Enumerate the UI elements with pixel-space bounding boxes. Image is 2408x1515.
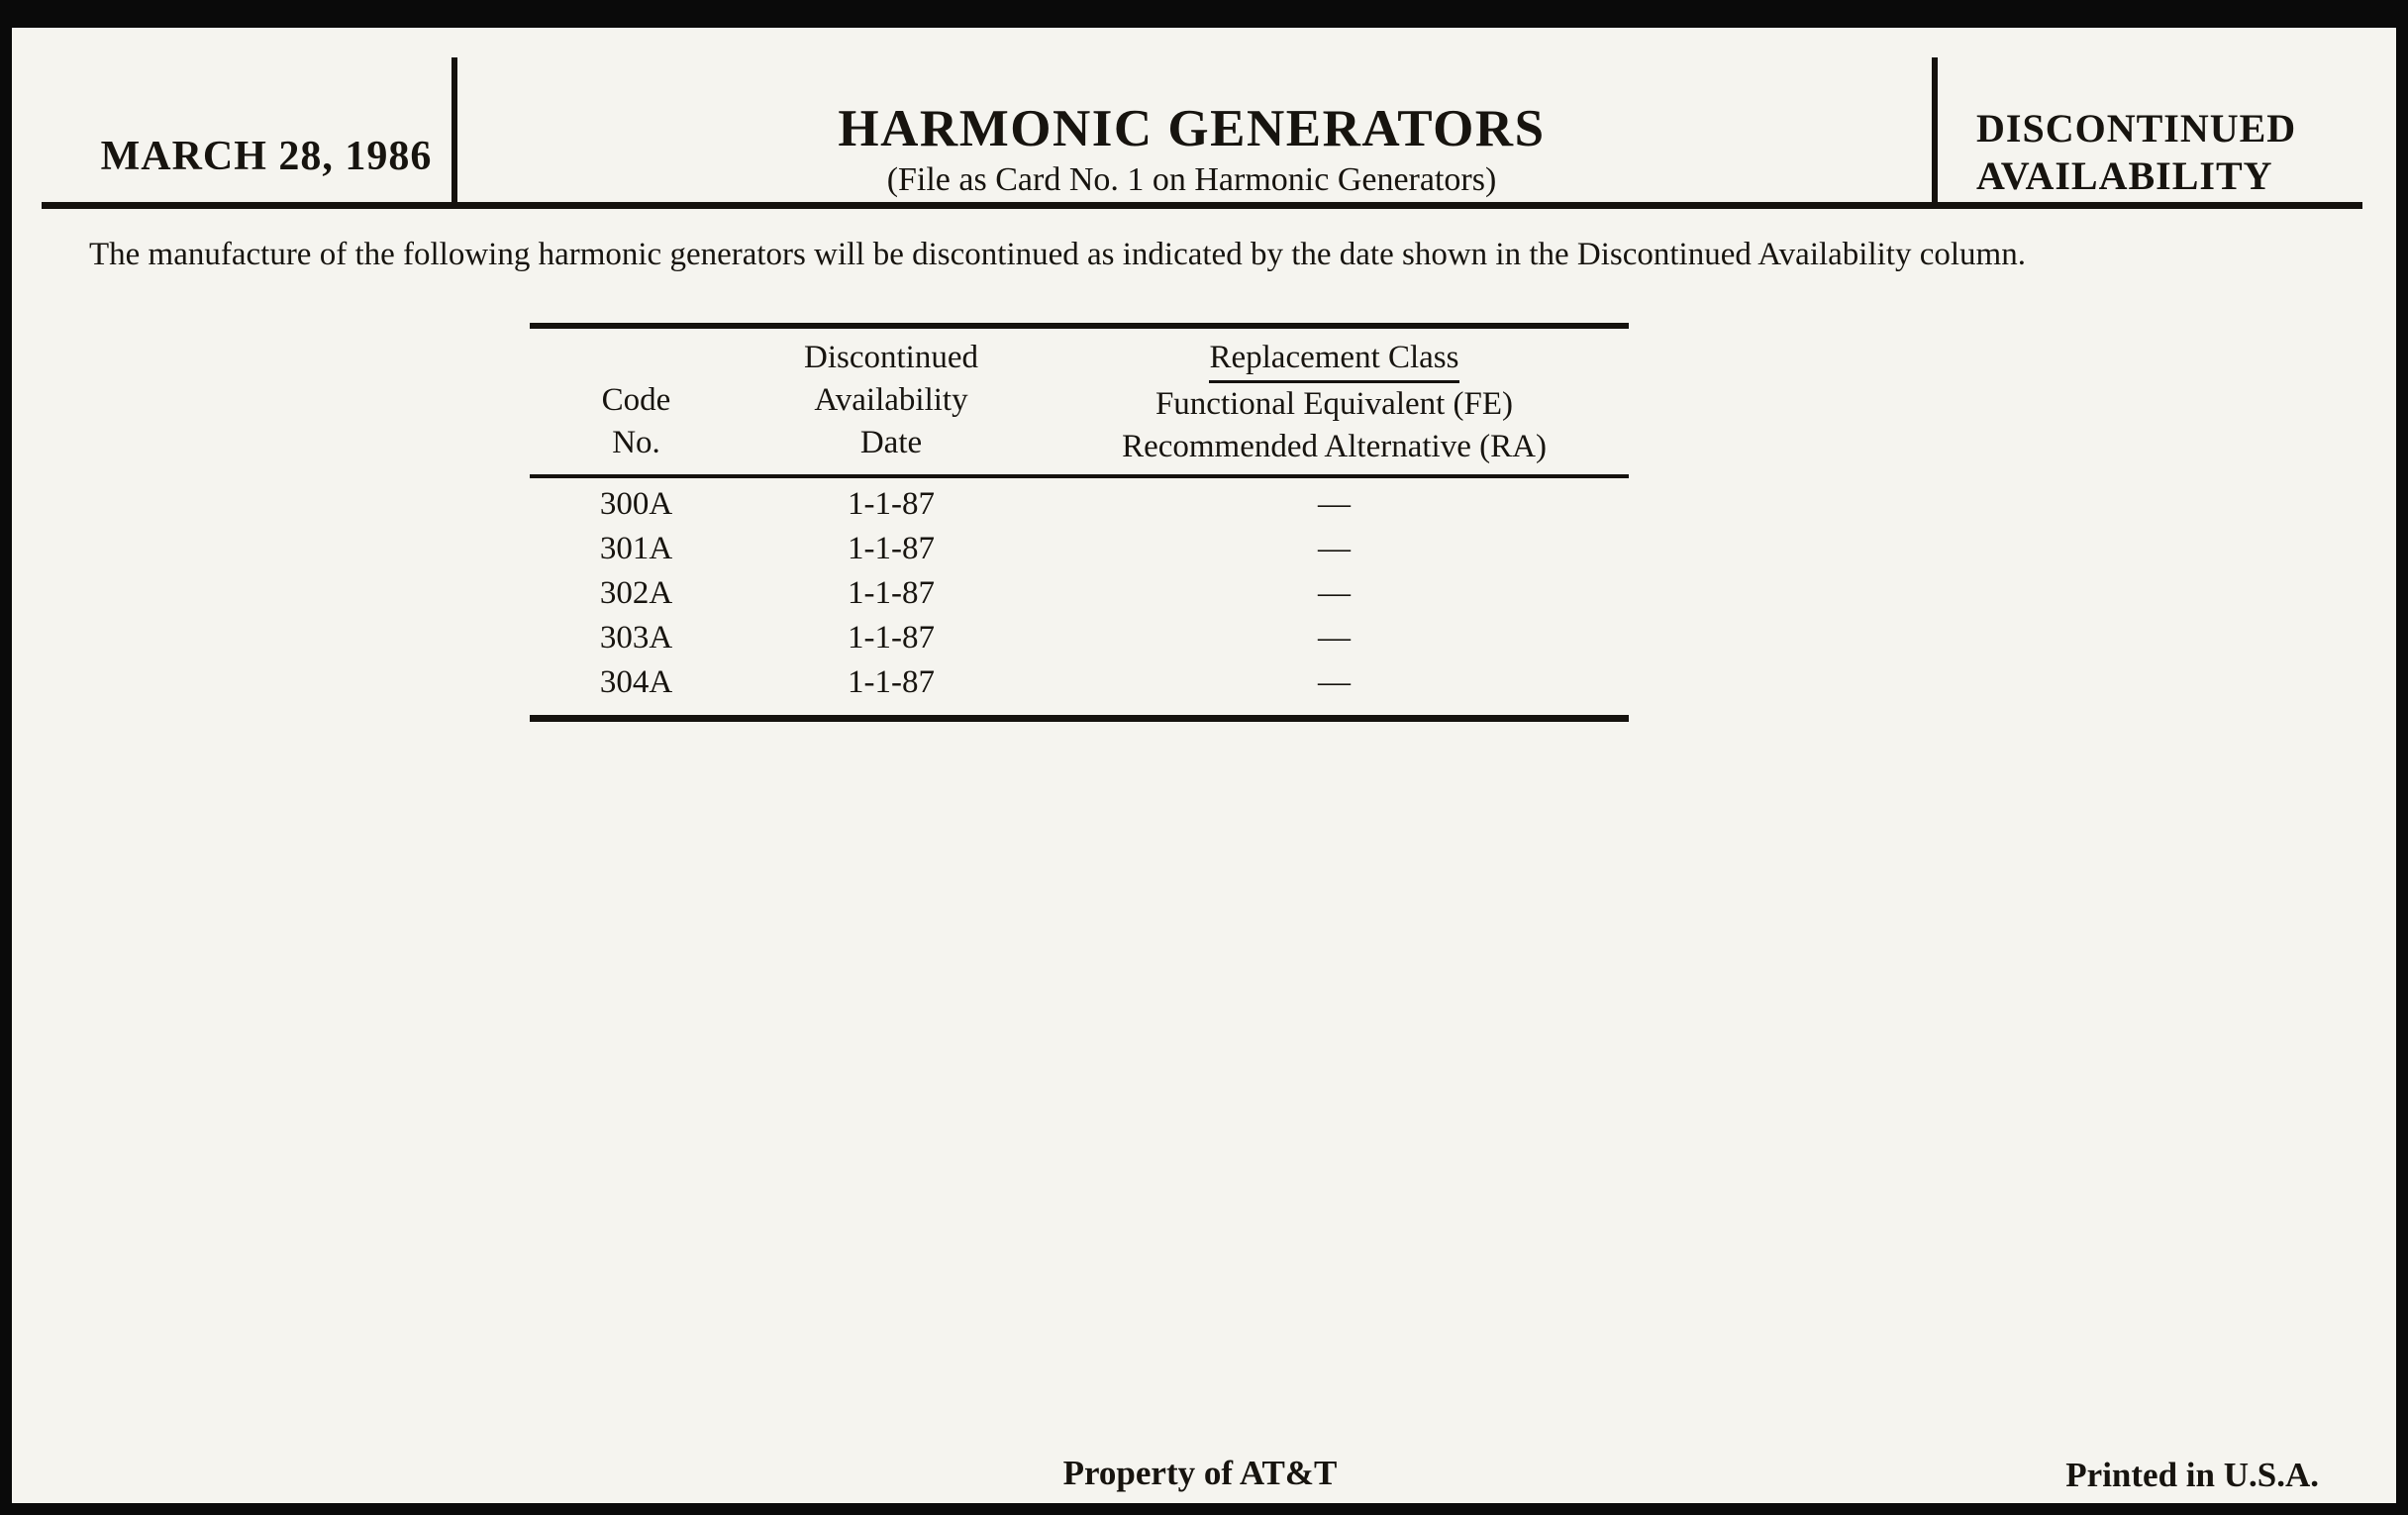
cell-code: 304A xyxy=(599,664,673,700)
cell-replacement: — xyxy=(1318,531,1351,566)
document-page xyxy=(12,28,2396,1503)
table-row xyxy=(530,527,1629,571)
table-row xyxy=(530,571,1629,616)
header-status-line2: AVAILABILITY xyxy=(1976,153,2273,198)
header-status xyxy=(1976,105,2372,200)
footer-property: Property of AT&T xyxy=(1062,1454,1338,1492)
cell-replacement: — xyxy=(1318,575,1351,611)
table-body xyxy=(530,478,1629,715)
cell-code: 301A xyxy=(599,531,673,566)
cell-code: 302A xyxy=(599,575,673,611)
cell-date: 1-1-87 xyxy=(848,664,935,700)
table-header-code: Code No. xyxy=(601,382,671,460)
table-bottom-rule xyxy=(530,715,1629,722)
intro-paragraph: The manufacture of the following harmonic generators will be discontinued as indicated by the date shown in the Discontinued Availability column. xyxy=(89,237,2026,272)
page-title: HARMONIC GENERATORS xyxy=(838,100,1546,157)
table-row xyxy=(530,482,1629,527)
header-center xyxy=(452,99,1932,202)
cell-date: 1-1-87 xyxy=(848,486,935,522)
cell-replacement: — xyxy=(1318,620,1351,656)
cell-code: 303A xyxy=(599,620,673,656)
generators-table xyxy=(530,323,1629,722)
page-subtitle: (File as Card No. 1 on Harmonic Generators) xyxy=(886,161,1497,198)
cell-date: 1-1-87 xyxy=(848,531,935,566)
cell-date: 1-1-87 xyxy=(848,620,935,656)
table-row xyxy=(530,616,1629,660)
header-status-line1: DISCONTINUED xyxy=(1976,106,2297,151)
cell-code: 300A xyxy=(599,486,673,522)
cell-replacement: — xyxy=(1318,486,1351,522)
table-row xyxy=(530,660,1629,705)
header-divider-right xyxy=(1932,57,1938,204)
header-date: MARCH 28, 1986 xyxy=(100,134,433,179)
table-header-date: Discontinued Availability Date xyxy=(804,340,978,460)
footer-printed: Printed in U.S.A. xyxy=(2065,1456,2319,1494)
cell-date: 1-1-87 xyxy=(848,575,935,611)
table-header-replacement: Replacement Class Functional Equivalent (FE) Recommended Alternative (RA) xyxy=(1040,337,1629,468)
cell-replacement: — xyxy=(1318,664,1351,700)
header-rule xyxy=(42,202,2362,209)
table-header xyxy=(530,329,1629,474)
